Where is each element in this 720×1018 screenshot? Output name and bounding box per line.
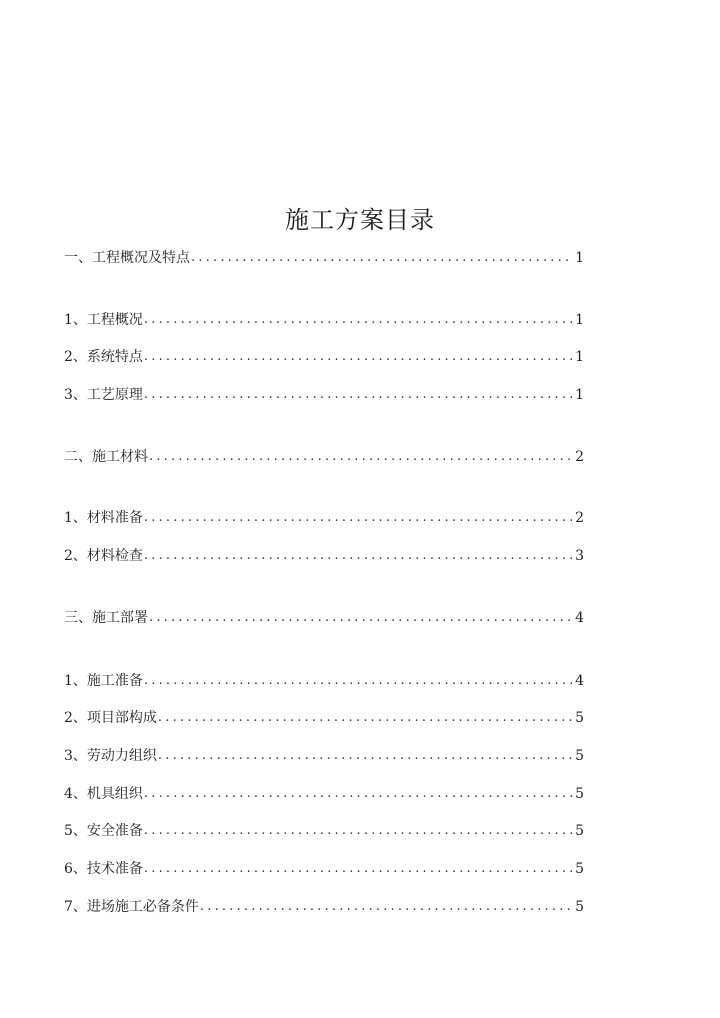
toc-dot-leader: [200, 896, 572, 918]
toc-page-number: 1: [575, 250, 584, 266]
toc-dot-leader: [144, 858, 572, 880]
toc-page-number: 1: [575, 312, 584, 328]
toc-entry[interactable]: [64, 346, 584, 368]
toc-entry-label: 2、材料检查: [64, 548, 143, 564]
toc-dot-leader: [144, 545, 572, 567]
toc-dot-leader: [144, 507, 572, 529]
toc-page-number: 1: [575, 387, 584, 403]
toc-entry-label: 三、施工部署: [64, 610, 148, 626]
toc-entry[interactable]: [64, 707, 584, 729]
toc-page-number: 5: [575, 823, 584, 839]
toc-entry[interactable]: [64, 384, 584, 406]
toc-entry[interactable]: [64, 783, 584, 805]
toc-dot-leader: [158, 707, 572, 729]
toc-page-number: 5: [575, 899, 584, 915]
toc-entry[interactable]: [64, 896, 584, 918]
toc-entry-label: 2、项目部构成: [64, 710, 157, 726]
toc-entry[interactable]: [64, 507, 584, 529]
toc-entry[interactable]: [64, 858, 584, 880]
page-title: 施工方案目录: [285, 206, 435, 234]
toc-entry[interactable]: [64, 745, 584, 767]
toc-dot-leader: [144, 670, 572, 692]
toc-page-number: 5: [575, 710, 584, 726]
toc-entry-label: 4、机具组织: [64, 786, 143, 802]
toc-dot-leader: [149, 446, 572, 468]
toc-dot-leader: [149, 607, 572, 629]
toc-dot-leader: [158, 745, 572, 767]
toc-page-number: 4: [575, 610, 584, 626]
toc-dot-leader: [144, 783, 572, 805]
toc-entry-label: 1、工程概况: [64, 312, 143, 328]
toc-page-number: 5: [575, 861, 584, 877]
toc-dot-leader: [144, 820, 572, 842]
toc-entry-label: 6、技术准备: [64, 861, 143, 877]
toc-entry-label: 3、劳动力组织: [64, 748, 157, 764]
toc-entry-label: 2、系统特点: [64, 349, 143, 365]
toc-page-number: 2: [575, 449, 584, 465]
toc-entry[interactable]: [64, 545, 584, 567]
toc-entry-section-2[interactable]: [64, 446, 584, 468]
toc-page-number: 5: [575, 748, 584, 764]
toc-page-number: 4: [575, 673, 584, 689]
toc-entry-section-3[interactable]: [64, 607, 584, 629]
toc-dot-leader: [144, 346, 572, 368]
toc-page-number: 1: [575, 349, 584, 365]
toc-entry-label: 二、施工材料: [64, 449, 148, 465]
toc-entry[interactable]: [64, 670, 584, 692]
toc-entry-label: 1、施工准备: [64, 673, 143, 689]
toc-entry[interactable]: [64, 820, 584, 842]
toc-page-number: 5: [575, 786, 584, 802]
toc-page-number: 3: [575, 548, 584, 564]
toc-page-number: 2: [575, 510, 584, 526]
toc-entry-label: 3、工艺原理: [64, 387, 143, 403]
toc-dot-leader: [144, 309, 572, 331]
toc-entry-label: 7、进场施工必备条件: [64, 899, 199, 915]
toc-entry-label: 5、安全准备: [64, 823, 143, 839]
toc-entry-label: 1、材料准备: [64, 510, 143, 526]
toc-entry-label: 一、工程概况及特点: [64, 250, 190, 266]
toc-dot-leader: [144, 384, 572, 406]
toc-entry[interactable]: [64, 309, 584, 331]
toc-dot-leader: [191, 247, 572, 269]
toc-entry-section-1[interactable]: [64, 247, 584, 269]
